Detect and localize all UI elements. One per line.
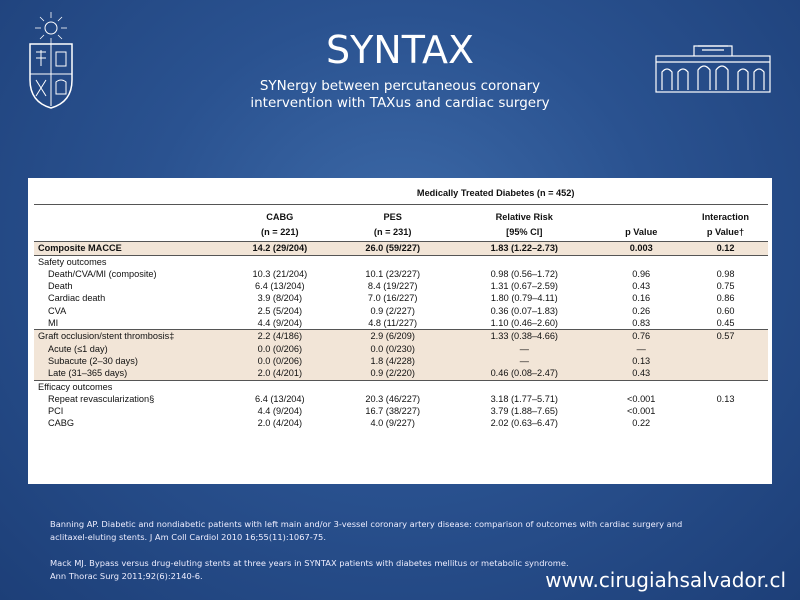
slide-title: SYNTAX xyxy=(325,28,475,72)
p-value: 0.13 xyxy=(599,355,683,367)
interaction-p-value xyxy=(683,367,768,380)
cabg-value xyxy=(223,255,336,268)
col-rr-ci: [95% CI] xyxy=(449,223,599,242)
p-value: 0.22 xyxy=(632,418,651,429)
row-label: Efficacy outcomes xyxy=(34,380,223,393)
relative-risk-value: — xyxy=(449,343,599,355)
p-value: 0.76 xyxy=(599,330,683,343)
reference-1-line-2: aclitaxel-eluting stents. J Am Coll Cardiol 2010 16;55(11):1067-75. xyxy=(50,532,326,542)
row-label: CABG xyxy=(48,418,75,429)
cabg-value: 6.4 (13/204) xyxy=(255,393,305,404)
p-value: <0.001 xyxy=(627,406,656,417)
table-row xyxy=(34,317,768,330)
pes-value: 0.9 (2/227) xyxy=(370,305,415,316)
pes-value: 1.8 (4/228) xyxy=(336,355,449,367)
pes-value: 4.8 (11/227) xyxy=(368,318,418,329)
subtitle-line-1: SYNergy between percutaneous coronary xyxy=(259,78,541,94)
row-label: Subacute (2–30 days) xyxy=(34,355,223,367)
table-row xyxy=(34,305,768,317)
table-row xyxy=(34,242,768,255)
table-row xyxy=(34,330,768,343)
interaction-p-value: 0.12 xyxy=(683,242,768,255)
cabg-value: 2.0 (4/201) xyxy=(223,367,336,380)
col-pes-n: (n = 231) xyxy=(336,223,449,242)
table-row xyxy=(34,292,768,304)
row-label: Late (31–365 days) xyxy=(34,367,223,380)
p-value: 0.003 xyxy=(599,242,683,255)
relative-risk-value: 1.10 (0.46–2.60) xyxy=(490,318,558,329)
table-row xyxy=(34,268,768,280)
row-label: Graft occlusion/stent thrombosis‡ xyxy=(34,330,223,343)
table-row xyxy=(34,393,768,405)
row-label: PCI xyxy=(48,406,64,417)
results-table-panel xyxy=(28,178,772,484)
cabg-value: 2.0 (4/204) xyxy=(257,418,303,429)
relative-risk-value: 3.18 (1.77–5.71) xyxy=(490,393,558,404)
table-super-header-row xyxy=(34,182,768,205)
col-cabg-n: (n = 221) xyxy=(223,223,336,242)
col-interaction-header: Interaction xyxy=(702,212,749,222)
reference-2-line-2: Ann Thorac Surg 2011;92(6):2140-6. xyxy=(50,571,203,581)
cabg-value: 0.0 (0/206) xyxy=(223,355,336,367)
interaction-p-value xyxy=(683,355,768,367)
pes-value: 2.9 (6/209) xyxy=(336,330,449,343)
interaction-p-value: 0.60 xyxy=(716,305,735,316)
col-rr-header: Relative Risk xyxy=(495,212,553,222)
relative-risk-value: 1.80 (0.79–4.11) xyxy=(490,293,558,304)
interaction-p-value: 0.75 xyxy=(716,281,735,292)
relative-risk-value: 0.98 (0.56–1.72) xyxy=(490,268,558,279)
row-label: Safety outcomes xyxy=(34,255,223,268)
cabg-value: 4.4 (9/204) xyxy=(257,318,303,329)
p-value: 0.96 xyxy=(632,268,651,279)
p-value: <0.001 xyxy=(627,393,656,404)
relative-risk-value xyxy=(449,380,599,393)
table-row xyxy=(34,417,768,429)
cabg-value: 10.3 (21/204) xyxy=(252,268,308,279)
col-p-header: p Value xyxy=(599,223,683,242)
table-row xyxy=(34,380,768,393)
pes-value: 0.9 (2/220) xyxy=(336,367,449,380)
p-value: 0.26 xyxy=(632,305,651,316)
table-row xyxy=(34,343,768,355)
p-value: 0.16 xyxy=(632,293,651,304)
relative-risk-value: 1.83 (1.22–2.73) xyxy=(449,242,599,255)
website-url: www.cirugiahsalvador.cl xyxy=(545,568,786,592)
interaction-p-value xyxy=(683,343,768,355)
relative-risk-value: 3.79 (1.88–7.65) xyxy=(490,406,558,417)
table-row xyxy=(34,280,768,292)
cabg-value xyxy=(223,380,336,393)
table-row xyxy=(34,367,768,380)
relative-risk-value xyxy=(449,255,599,268)
p-value xyxy=(599,255,683,268)
pes-value: 26.0 (59/227) xyxy=(336,242,449,255)
reference-1-line-1: Banning AP. Diabetic and nondiabetic patients with left main and/or 3-vessel coronary artery disease: comparison of outcomes with cardiac surgery and xyxy=(50,519,683,529)
interaction-p-value xyxy=(683,380,768,393)
relative-risk-value: 0.36 (0.07–1.83) xyxy=(490,305,558,316)
relative-risk-value: 1.33 (0.38–4.66) xyxy=(449,330,599,343)
cabg-value: 6.4 (13/204) xyxy=(255,281,305,292)
p-value: 0.43 xyxy=(599,367,683,380)
cabg-value: 0.0 (0/206) xyxy=(223,343,336,355)
row-label: CVA xyxy=(48,305,67,316)
interaction-p-value xyxy=(683,255,768,268)
col-interaction-p: p Value† xyxy=(683,223,768,242)
pes-value: 20.3 (46/227) xyxy=(365,393,420,404)
results-table xyxy=(34,182,768,430)
interaction-p-value: 0.98 xyxy=(716,268,735,279)
pes-value xyxy=(336,255,449,268)
pes-value: 16.7 (38/227) xyxy=(365,406,420,417)
interaction-p-value: 0.45 xyxy=(716,318,735,329)
pes-value: 0.0 (0/230) xyxy=(336,343,449,355)
p-value: — xyxy=(599,343,683,355)
row-label: Repeat revascularization§ xyxy=(48,393,155,404)
pes-value xyxy=(336,380,449,393)
interaction-p-value xyxy=(683,417,768,429)
pes-value: 8.4 (19/227) xyxy=(367,281,418,292)
relative-risk-value: 1.31 (0.67–2.59) xyxy=(490,281,558,292)
p-value: 0.43 xyxy=(632,281,651,292)
relative-risk-value: 2.02 (0.63–6.47) xyxy=(490,418,558,429)
table-header-row-2 xyxy=(34,223,768,242)
table-corner-cell xyxy=(34,182,223,205)
row-label: Death xyxy=(48,281,73,292)
table-row xyxy=(34,405,768,417)
interaction-p-value: 0.57 xyxy=(683,330,768,343)
subtitle-line-2: intervention with TAXus and cardiac surgery xyxy=(250,95,550,111)
super-header: Medically Treated Diabetes (n = 452) xyxy=(223,182,768,205)
slide-subtitle xyxy=(200,78,600,112)
table-header-row xyxy=(34,205,768,224)
pes-value: 7.0 (16/227) xyxy=(367,293,418,304)
table-row xyxy=(34,255,768,268)
row-label: MI xyxy=(48,318,59,329)
interaction-p-value: 0.13 xyxy=(716,393,735,404)
row-label: Cardiac death xyxy=(48,293,106,304)
pes-value: 4.0 (9/227) xyxy=(370,418,415,429)
pes-value: 10.1 (23/227) xyxy=(365,268,420,279)
reference-2-line-1: Mack MJ. Bypass versus drug-eluting stents at three years in SYNTAX patients with diabetes mellitus or metabolic syndrome. xyxy=(50,558,569,568)
cabg-value: 2.2 (4/186) xyxy=(223,330,336,343)
relative-risk-value: — xyxy=(449,355,599,367)
row-label: Death/CVA/MI (composite) xyxy=(48,268,157,279)
relative-risk-value: 0.46 (0.08–2.47) xyxy=(449,367,599,380)
p-value: 0.83 xyxy=(632,318,651,329)
interaction-p-value: 0.86 xyxy=(716,293,735,304)
p-value xyxy=(599,380,683,393)
row-label: Composite MACCE xyxy=(34,242,223,255)
cabg-value: 14.2 (29/204) xyxy=(223,242,336,255)
cabg-value: 4.4 (9/204) xyxy=(257,406,303,417)
cabg-value: 3.9 (8/204) xyxy=(257,293,303,304)
interaction-p-value xyxy=(683,405,768,417)
col-pes-header: PES xyxy=(383,212,402,222)
col-cabg-header: CABG xyxy=(266,212,294,222)
table-row xyxy=(34,355,768,367)
row-label: Acute (≤1 day) xyxy=(34,343,223,355)
cabg-value: 2.5 (5/204) xyxy=(257,305,303,316)
